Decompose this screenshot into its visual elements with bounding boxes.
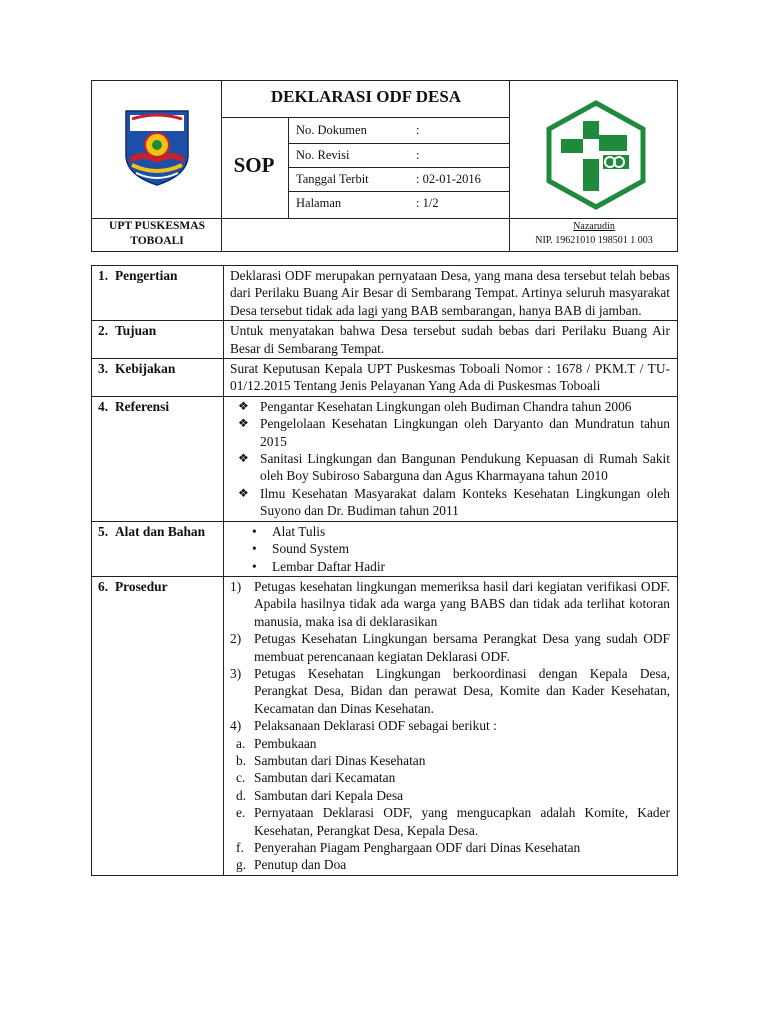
bullet-icon: •: [252, 558, 257, 574]
divider: [221, 117, 509, 118]
meta-value: :: [416, 123, 420, 137]
section-prosedur-list: [224, 576, 678, 875]
diamond-bullet-icon: ❖: [238, 451, 249, 466]
procedure-step: 3) Petugas Kesehatan Lingkungan berkoordinasi dengan Kepala Desa, Perangkat Desa, Bidan dan perawat Desa, Komite dan Kader Kesehatan, Kecamatan dan Dinas Kesehatan.: [230, 665, 670, 716]
section-alat-list: [224, 521, 678, 576]
section-label: 4. Referensi: [92, 396, 224, 521]
meta-row-no-dokumen: [290, 119, 508, 143]
section-label: 1. Pengertian: [92, 266, 224, 321]
procedure-substep: d. Sambutan dari Kepala Desa: [236, 787, 404, 803]
section-referensi-list: [224, 396, 678, 521]
procedure-step: 1) Petugas kesehatan lingkungan memeriksa hasil dari kegiatan verifikasi ODF. Apabila hasilnya tidak ada warga yang BABS dan tidak ada terlihat kotoran manusia, maka isa di deklarasikan: [230, 578, 670, 629]
meta-value: :: [416, 148, 420, 162]
regency-crest-logo: [122, 107, 192, 187]
meta-value: : 02-01-2016: [416, 172, 481, 186]
diamond-bullet-icon: ❖: [238, 416, 249, 431]
row-pengertian: [92, 266, 678, 321]
meta-key: No. Revisi: [296, 148, 350, 162]
row-prosedur: [92, 576, 678, 875]
meta-row-tanggal-terbit: [290, 168, 508, 192]
section-label: 6. Prosedur: [92, 576, 224, 875]
sop-header: [91, 80, 678, 252]
list-item: ❖ Ilmu Kesehatan Masyarakat dalam Konteks Kesehatan Lingkungan oleh Suyono dan Dr. Budiman tahun 2011: [238, 485, 670, 519]
sop-content-table: [91, 265, 678, 876]
row-alat-bahan: [92, 521, 678, 576]
section-tujuan-text: Untuk menyatakan bahwa Desa tersebut sudah bebas dari Perilaku Buang Air Besar di Sembarang Tempat.: [224, 321, 678, 359]
signer-name: Nazarudin: [573, 221, 615, 232]
section-label: 3. Kebijakan: [92, 359, 224, 397]
row-referensi: [92, 396, 678, 521]
list-item: • Lembar Daftar Hadir: [252, 558, 386, 574]
row-kebijakan: [92, 359, 678, 397]
procedure-substep: e. Pernyataan Deklarasi ODF, yang mengucapkan adalah Komite, Kader Kesehatan, Perangkat Desa, Kepala Desa.: [236, 805, 670, 838]
org-line-1: UPT PUSKESMAS: [109, 220, 205, 232]
meta-row-no-revisi: [290, 144, 508, 168]
list-item: • Alat Tulis: [252, 523, 326, 539]
list-item: • Sound System: [252, 541, 350, 557]
procedure-substep: f. Penyerahan Piagam Penghargaan ODF dari Dinas Kesehatan: [236, 840, 581, 855]
bullet-icon: •: [252, 523, 257, 539]
section-kebijakan-text: Surat Keputusan Kepala UPT Puskesmas Toboali Nomor : 1678 / PKM.T / TU-01/12.2015 Tentang Jenis Pelayanan Yang Ada di Puskesmas Toboali: [224, 359, 678, 397]
diamond-bullet-icon: ❖: [238, 485, 249, 500]
meta-row-halaman: [290, 192, 508, 216]
row-tujuan: [92, 321, 678, 359]
section-pengertian-text: Deklarasi ODF merupakan pernyataan Desa, yang mana desa tersebut telah bebas dari Perilaku Buang Air Besar di Sembarang Tempat. Artinya seluruh masyarakat Desa tersebut tidak ada lagi yang BAB sembarangan, hanya BAB di jamban.: [224, 266, 678, 321]
section-label: 2. Tujuan: [92, 321, 224, 359]
org-line-2: TOBOALI: [130, 235, 184, 247]
list-item: ❖ Pengelolaan Kesehatan Lingkungan oleh Daryanto dan Mundratun tahun 2015: [238, 416, 670, 449]
document-title: DEKLARASI ODF DESA: [270, 87, 462, 106]
procedure-substep: g. Penutup dan Doa: [236, 857, 347, 873]
puskesmas-logo: [539, 99, 653, 211]
meta-key: Halaman: [296, 196, 342, 210]
diamond-bullet-icon: ❖: [238, 398, 249, 413]
signer-nip: NIP. 19621010 198501 1 003: [535, 235, 653, 246]
list-item: ❖ Sanitasi Lingkungan dan Bangunan Pendukung Kepuasan di Rumah Sakit oleh Boy Subiroso Sabarguna dan Agus Kharmayana tahun 2010: [238, 451, 670, 484]
procedure-substep: b. Sambutan dari Dinas Kesehatan: [236, 752, 426, 768]
organization-name: [92, 219, 222, 249]
list-item: ❖ Pengantar Kesehatan Lingkungan oleh Budiman Chandra tahun 2006: [238, 398, 632, 414]
meta-key: No. Dokumen: [296, 123, 367, 137]
procedure-step: 4) Pelaksanaan Deklarasi ODF sebagai berikut :: [230, 718, 497, 734]
meta-key: Tanggal Terbit: [296, 172, 369, 186]
meta-value: : 1/2: [416, 196, 439, 210]
sop-label: SOP: [233, 153, 275, 177]
procedure-substep: c. Sambutan dari Kecamatan: [236, 770, 396, 786]
procedure-step: 2) Petugas Kesehatan Lingkungan bersama Perangkat Desa yang sudah ODF membuat perencanaan kegiatan Deklarasi ODF.: [230, 631, 670, 664]
section-label: 5. Alat dan Bahan: [92, 521, 224, 576]
procedure-substep: a. Pembukaan: [236, 735, 317, 751]
bullet-icon: •: [252, 541, 257, 557]
